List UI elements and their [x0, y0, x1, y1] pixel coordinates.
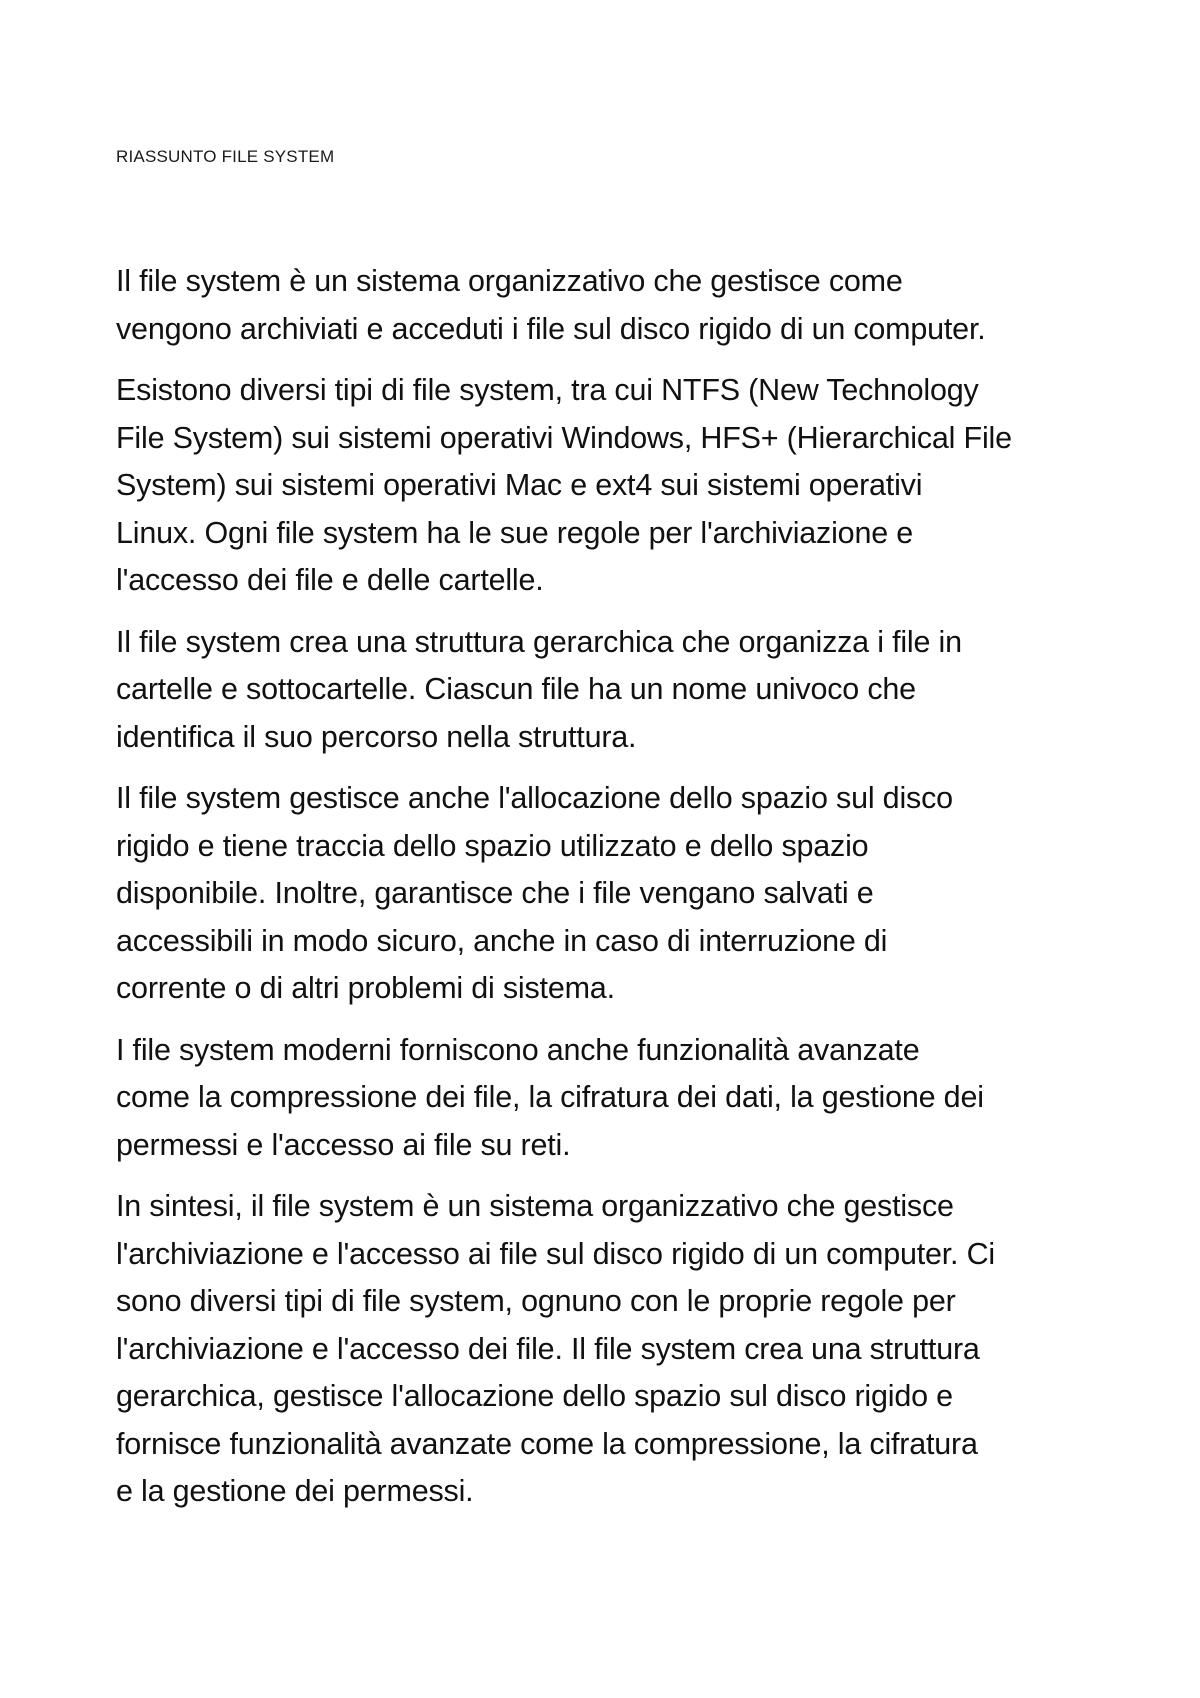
- text-line: File System) sui sistemi operativi Windows, HFS+ (Hierarchical File: [116, 420, 1012, 455]
- text-line: disponibile. Inoltre, garantisce che i file vengano salvati e: [116, 876, 874, 910]
- text-line: fornisce funzionalità avanzate come la compressione, la cifratura: [116, 1426, 978, 1461]
- text-line: l'accesso dei file e delle cartelle.: [116, 563, 544, 597]
- text-line: System) sui sistemi operativi Mac e ext4 sui sistemi operativi: [116, 468, 923, 502]
- text-line: Il file system è un sistema organizzativo che gestisce come: [116, 264, 903, 298]
- text-line: Esistono diversi tipi di file system, tra cui NTFS (New Technology: [116, 373, 979, 407]
- document-body: [116, 258, 1116, 1530]
- text-line: corrente o di altri problemi di sistema.: [116, 971, 615, 1005]
- document-header: RIASSUNTO FILE SYSTEM: [116, 147, 335, 166]
- paragraph-features: [116, 1027, 1116, 1170]
- text-line: l'archiviazione e l'accesso dei file. Il file system crea una struttura: [116, 1331, 980, 1366]
- text-line: l'archiviazione e l'accesso ai file sul disco rigido di un computer. Ci: [116, 1236, 995, 1271]
- text-line: I file system moderni forniscono anche funzionalità avanzate: [116, 1032, 920, 1067]
- text-line: accessibili in modo sicuro, anche in caso di interruzione di: [116, 923, 888, 958]
- text-line: vengono archiviati e acceduti i file sul disco rigido di un computer.: [116, 311, 986, 346]
- paragraph-allocation: [116, 775, 1116, 1013]
- text-line: In sintesi, il file system è un sistema organizzativo che gestisce: [116, 1189, 954, 1223]
- text-line: identifica il suo percorso nella struttura.: [116, 719, 637, 754]
- text-line: e la gestione dei permessi.: [116, 1474, 474, 1508]
- text-line: rigido e tiene traccia dello spazio utilizzato e dello spazio: [116, 828, 869, 863]
- text-line: sono diversi tipi di file system, ognuno con le proprie regole per: [116, 1284, 956, 1318]
- text-line: gerarchica, gestisce l'allocazione dello spazio sul disco rigido e: [116, 1379, 953, 1413]
- text-line: permessi e l'accesso ai file su reti.: [116, 1127, 571, 1162]
- text-line: Il file system gestisce anche l'allocazione dello spazio sul disco: [116, 781, 953, 815]
- paragraph-intro: [116, 258, 1116, 353]
- paragraph-types: [116, 367, 1116, 605]
- text-line: Linux. Ogni file system ha le sue regole per l'archiviazione e: [116, 515, 914, 550]
- text-line: Il file system crea una struttura gerarchica che organizza i file in: [116, 624, 962, 659]
- paragraph-summary: [116, 1183, 1116, 1516]
- text-line: come la compressione dei file, la cifratura dei dati, la gestione dei: [116, 1080, 984, 1114]
- text-line: cartelle e sottocartelle. Ciascun file ha un nome univoco che: [116, 672, 916, 706]
- paragraph-structure: [116, 619, 1116, 762]
